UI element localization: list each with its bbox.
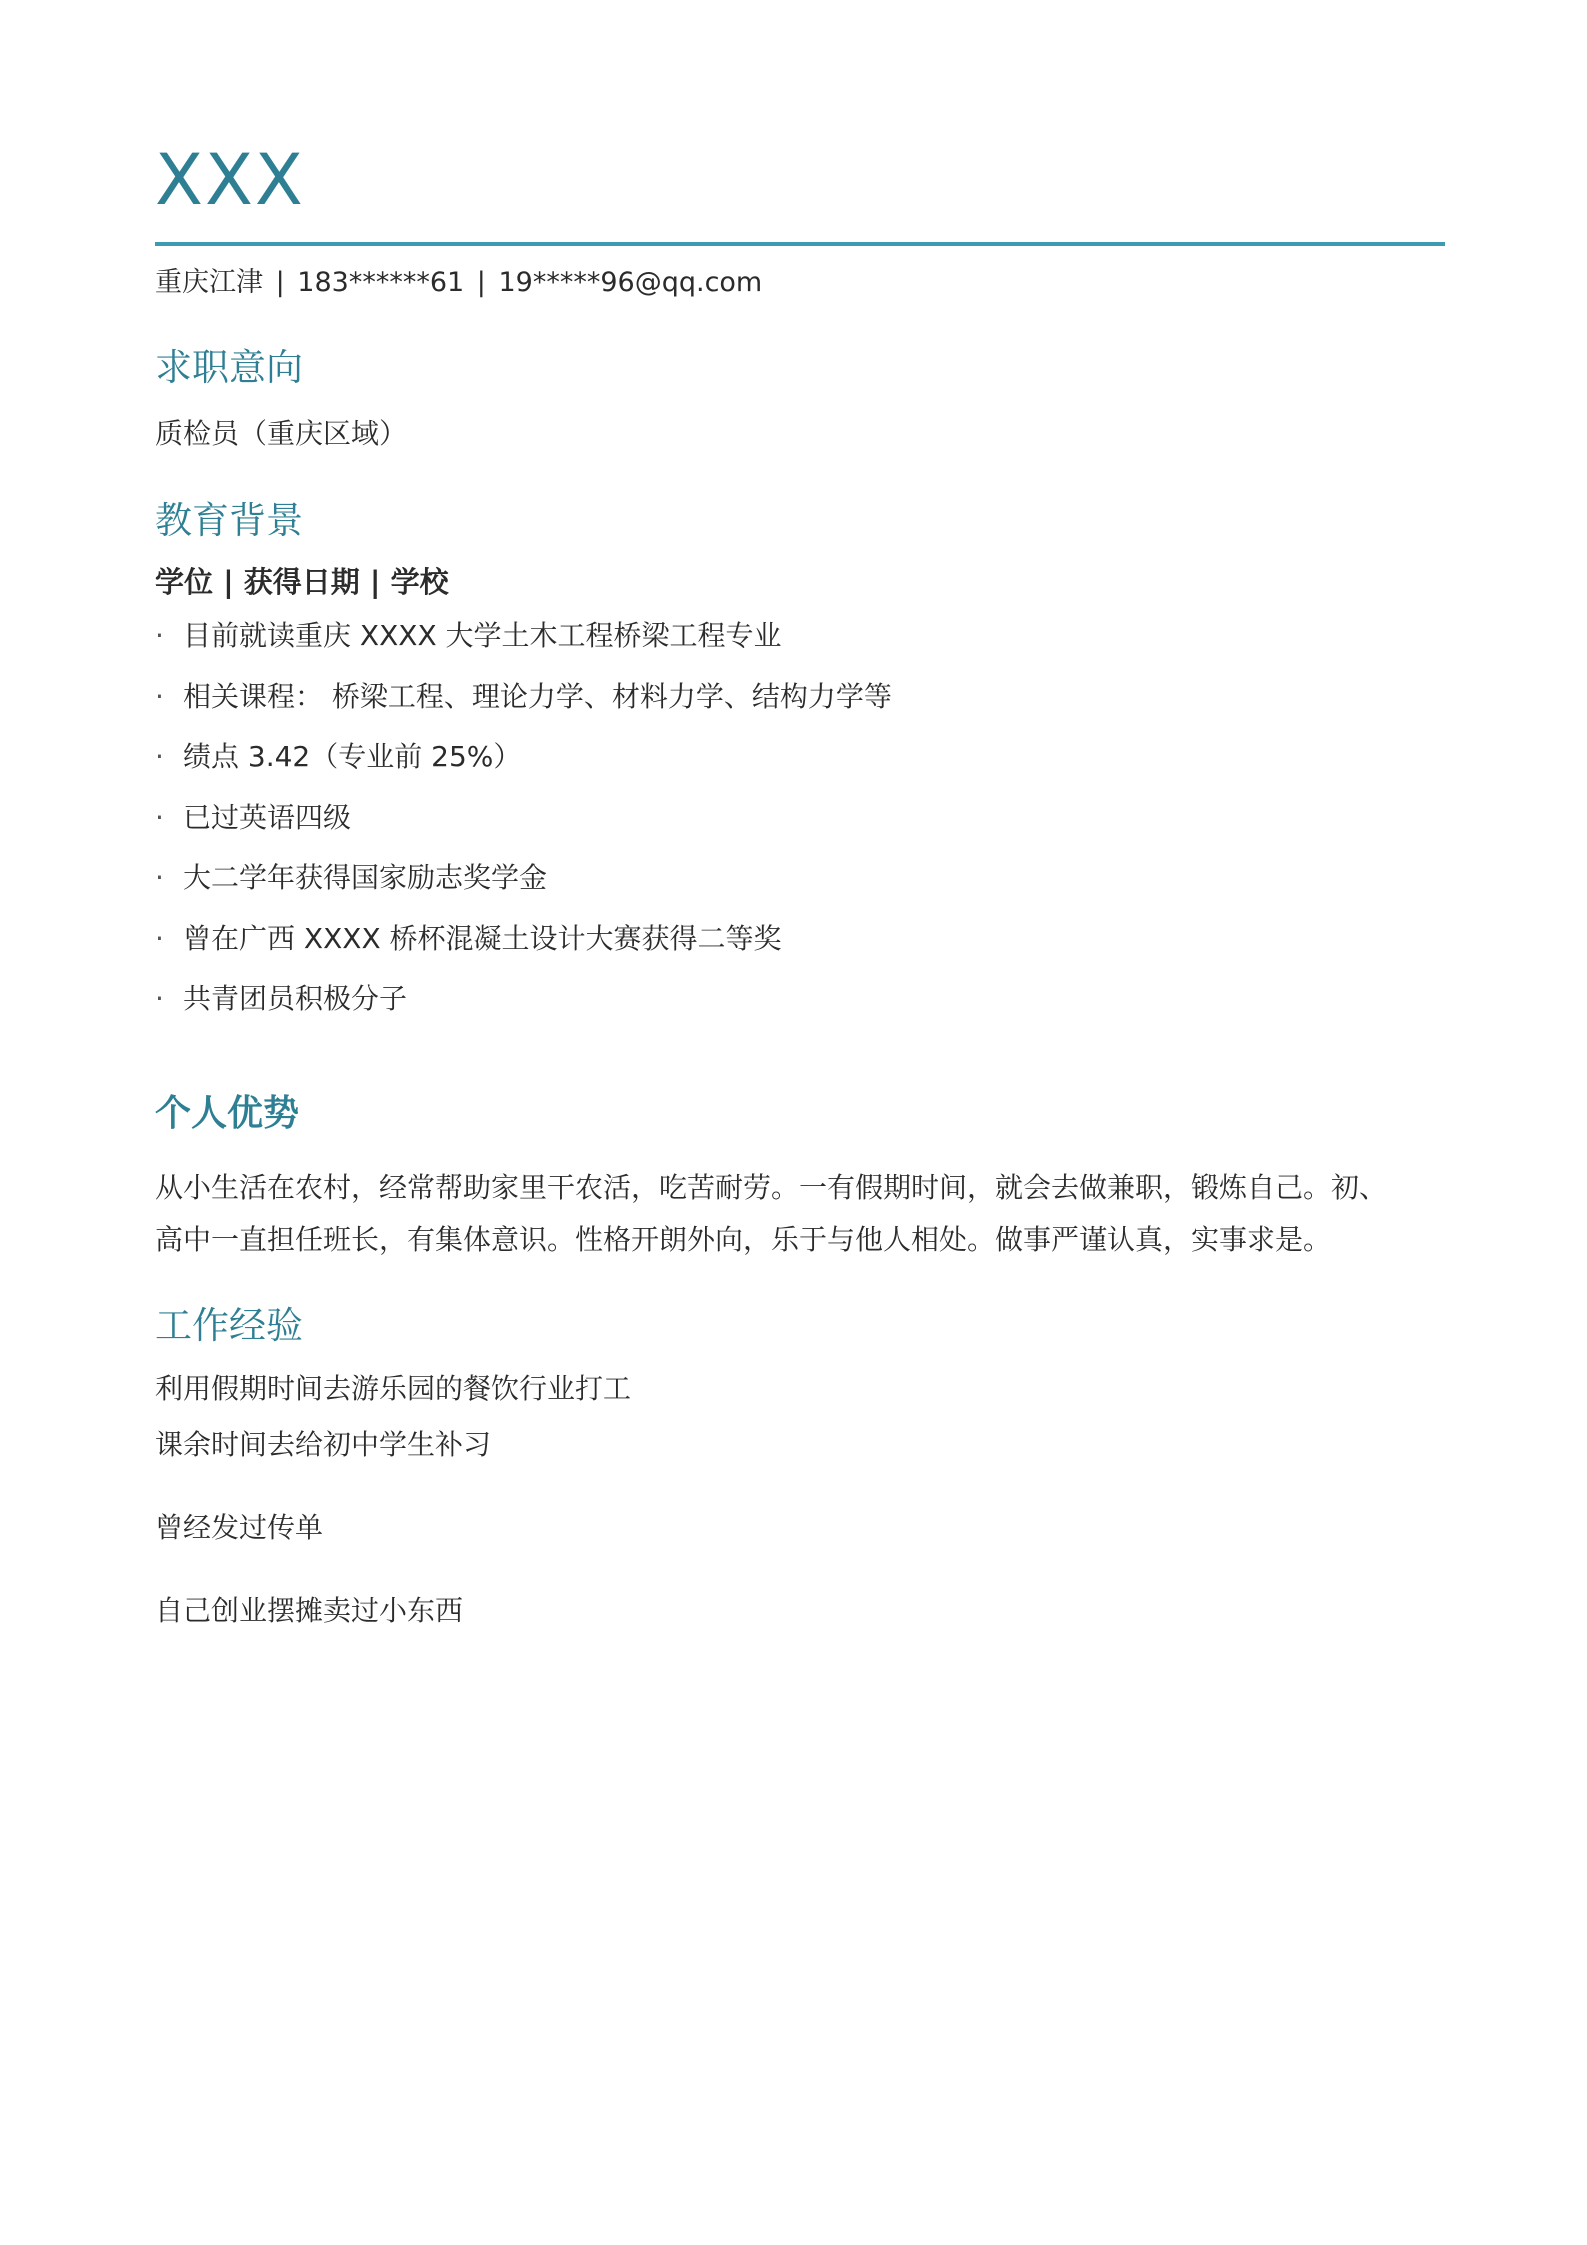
- education-degree-line: 学位 | 获得日期 | 学校: [155, 565, 449, 599]
- education-item: 绩点 3.42（专业前 25%）: [183, 740, 522, 773]
- contact-line: [155, 264, 762, 302]
- contact-phone: 183******61: [297, 267, 465, 298]
- bullet-icon: ·: [155, 679, 164, 713]
- bullet-icon: ·: [155, 740, 164, 773]
- work-item: 利用假期时间去游乐园的餐饮行业打工: [155, 1372, 632, 1405]
- strengths-paragraph: [155, 1162, 1445, 1266]
- strengths-heading: 个人优势: [155, 1093, 300, 1134]
- bullet-icon: ·: [155, 982, 164, 1015]
- job-intention-heading: 求职意向: [155, 346, 303, 389]
- work-item: 曾经发过传单: [155, 1511, 324, 1544]
- work-item: 自己创业摆摊卖过小东西: [155, 1594, 464, 1627]
- candidate-name: XXX: [155, 139, 305, 221]
- bullet-icon: ·: [155, 800, 164, 834]
- strengths-line: 高中一直担任班长，有集体意识。性格开朗外向，乐于与他人相处。做事严谨认真，实事求是。: [155, 1223, 1332, 1256]
- education-item: 大二学年获得国家励志奖学金: [183, 861, 548, 894]
- education-item: 目前就读重庆 XXXX 大学土木工程桥梁工程专业: [183, 619, 782, 652]
- work-item: 课余时间去给初中学生补习: [155, 1428, 492, 1461]
- contact-location: 重庆江津: [155, 267, 263, 298]
- header-divider: [155, 242, 1445, 246]
- education-heading: 教育背景: [155, 499, 303, 542]
- education-item: 共青团员积极分子: [183, 982, 408, 1015]
- education-item: 已过英语四级: [183, 800, 352, 834]
- contact-separator: |: [275, 267, 285, 298]
- contact-email: 19*****96@qq.com: [498, 267, 763, 298]
- bullet-icon: ·: [155, 921, 164, 955]
- bullet-icon: ·: [155, 619, 164, 652]
- strengths-line: 从小生活在农村，经常帮助家里干农活，吃苦耐劳。一有假期时间，就会去做兼职，锻炼自己。初、: [155, 1171, 1388, 1204]
- work-heading: 工作经验: [155, 1304, 303, 1347]
- job-intention-value: 质检员（重庆区域）: [155, 417, 408, 450]
- bullet-icon: ·: [155, 861, 164, 894]
- education-item: 相关课程： 桥梁工程、理论力学、材料力学、结构力学等: [183, 679, 892, 713]
- contact-separator: |: [476, 267, 486, 298]
- education-item: 曾在广西 XXXX 桥杯混凝土设计大赛获得二等奖: [183, 921, 782, 955]
